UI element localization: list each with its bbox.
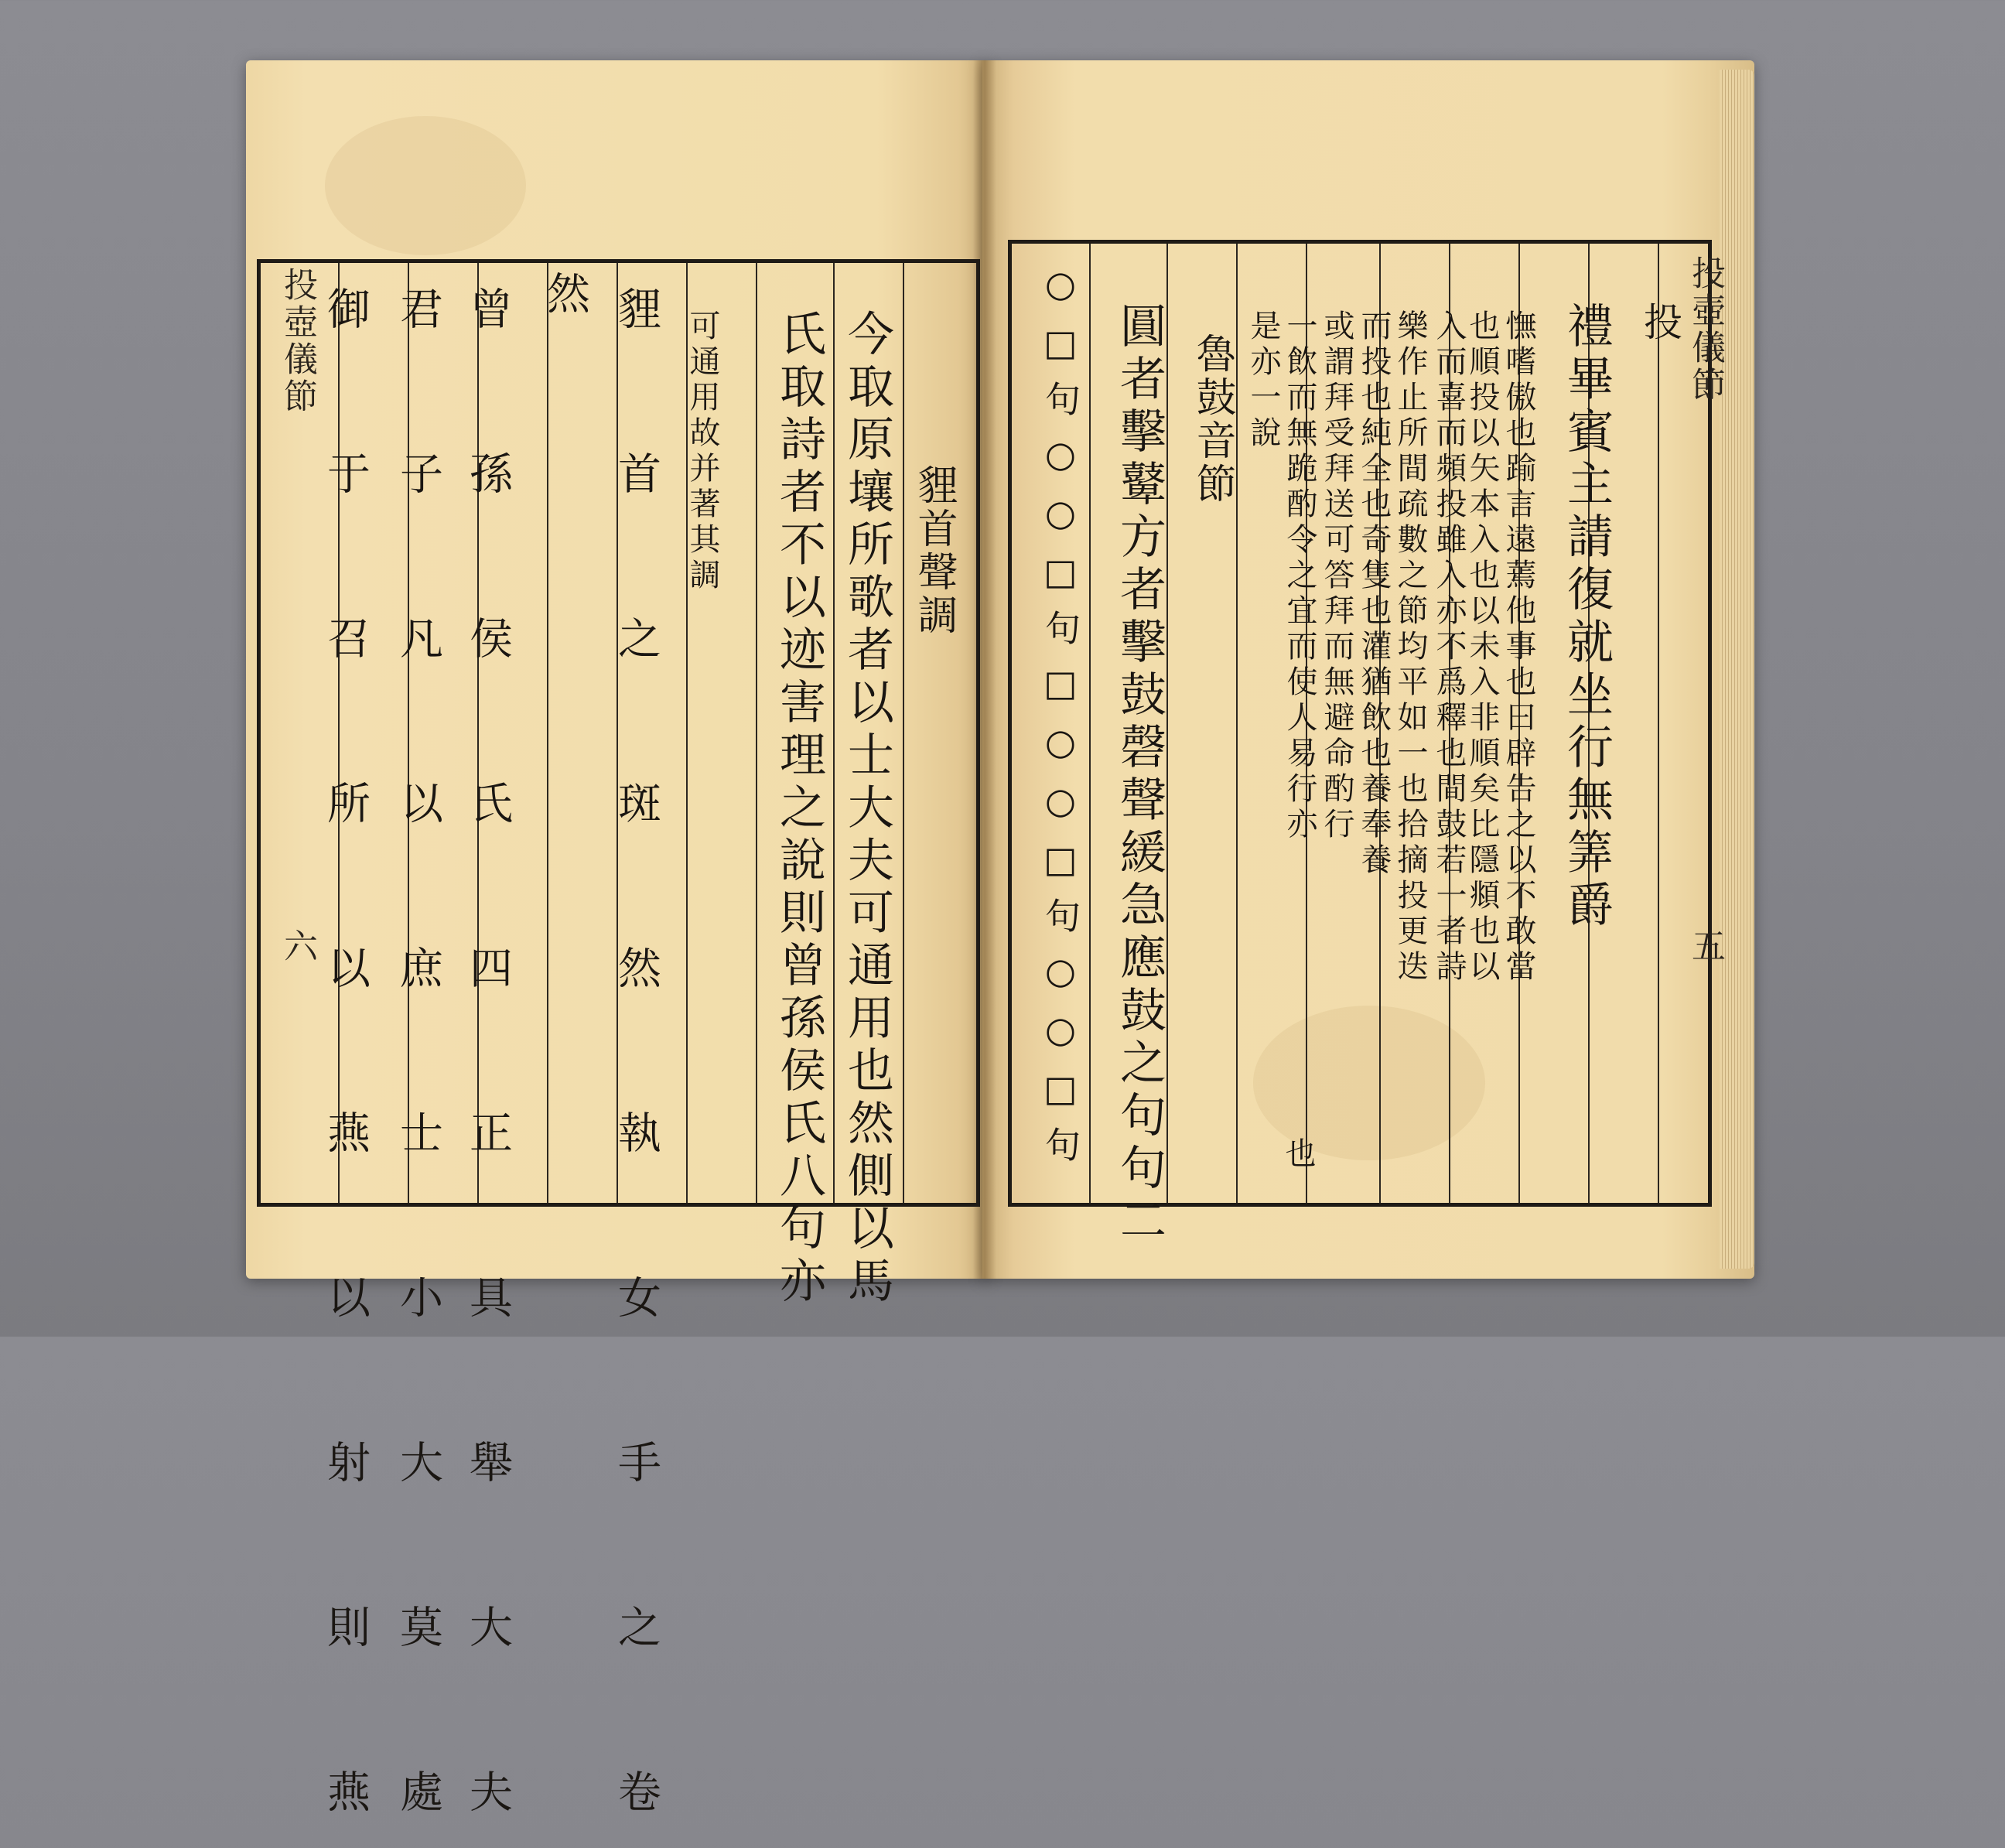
text-column: 可通用故并著其調 — [685, 309, 720, 594]
heading-lu-drum-rhythm: 魯鼓音節 — [1189, 333, 1235, 506]
commentary-column: 樂作止所間疏數之節均平如一也拾摘投更迭 — [1392, 309, 1428, 985]
column-rule — [1658, 244, 1659, 1203]
lyric-column: 御 于 召 所 以 燕 以 射 則 燕 — [320, 286, 371, 1848]
left-folio-title: 投壺儀節 — [278, 267, 317, 415]
commentary-column: 憮嗜傲也踰言遠蔫他事也曰辟告之以不敢當 — [1501, 309, 1536, 985]
commentary-end: 也 — [1280, 1137, 1316, 1173]
text-column: 圓者擊鼙方者擊鼓磬聲緩急應鼓之句句二 — [1112, 302, 1166, 1249]
lyric-column: 然 — [540, 271, 590, 350]
column-rule — [756, 263, 757, 1203]
commentary-column: 是亦一說 — [1245, 309, 1281, 452]
page-edges — [1720, 70, 1754, 1269]
lyric-column: 曾 孫 侯 氏 四 正 具 舉 大 夫 — [463, 286, 513, 1848]
commentary-column: 也順投以矢本入也以未入非順矣比隱頫也以 — [1464, 309, 1500, 985]
column-rule — [547, 263, 548, 1203]
text-column: 今取原壤所歌者以士大夫可通用也然側以馬 — [840, 309, 894, 1309]
commentary-column: 入而喜而頻投雖入亦不爲釋也間鼓若一者詩 — [1431, 309, 1467, 985]
lyric-column: 貍 首 之 斑 然 執 女 手 之 卷 — [611, 286, 661, 1848]
left-folio-number: 六 — [278, 928, 317, 965]
commentary-column: 一飲而無跪酌令之宜而使人易行亦 — [1282, 309, 1317, 843]
right-folio-number: 五 — [1686, 928, 1725, 965]
text-column: 禮畢賓主請復就坐行無筭爵 — [1559, 302, 1614, 933]
lyric-column: 君 子 凡 以 庶 士 小 大 莫 處 — [393, 286, 443, 1848]
column-rule — [903, 263, 904, 1203]
heading-lishou-tune: 貍首聲調 — [910, 464, 957, 637]
paper-stain — [325, 116, 526, 255]
commentary-column: 或謂拜受拜送可答拜而無避命酌行 — [1319, 309, 1354, 843]
column-rule — [1089, 244, 1091, 1203]
right-folio-title: 投壺儀節 — [1686, 255, 1725, 404]
heading-tou: 投 — [1638, 302, 1682, 348]
drum-notation-column: ○□句○○□句□○○□句○○□句 — [1040, 263, 1081, 1179]
commentary-column: 而投也純全也奇隻也灌猶飲也養奉養 — [1356, 309, 1392, 879]
text-column: 氏取詩者不以迹害理之說則曾孫侯氏八句亦 — [772, 309, 826, 1309]
